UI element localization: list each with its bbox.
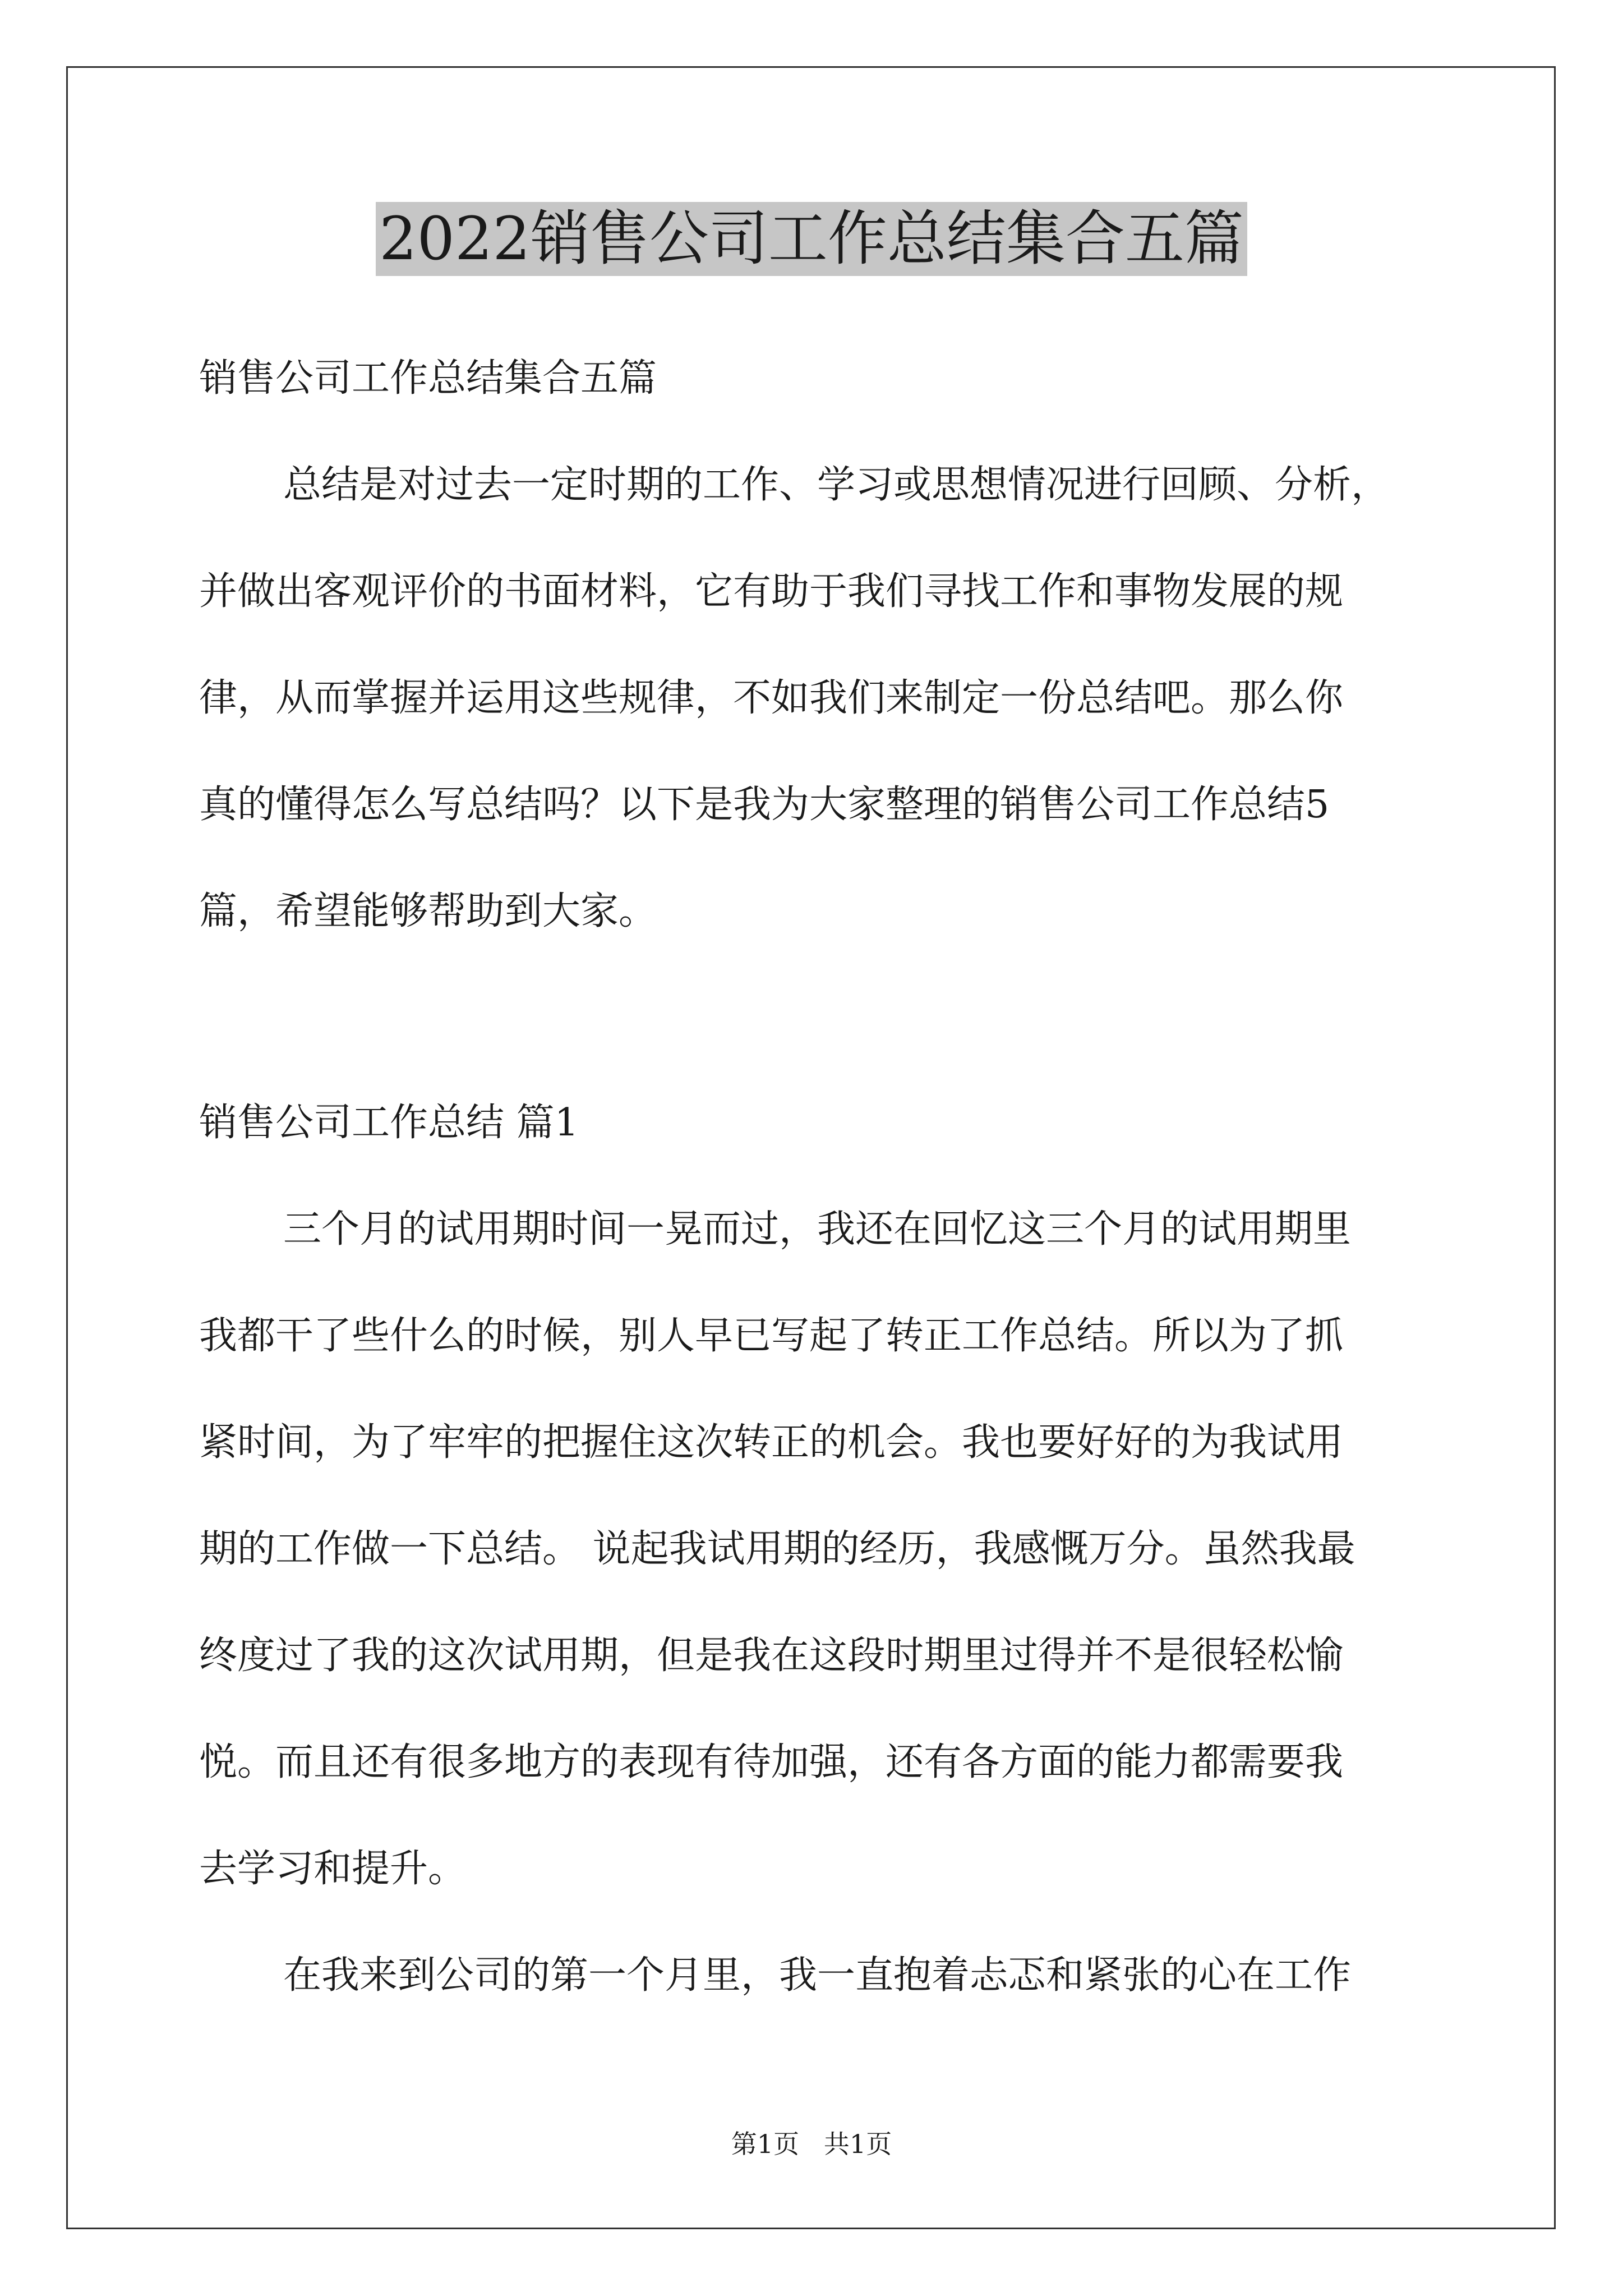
paragraph-line: 期的工作做一下总结。 说起我试用期的经历，我感慨万分。虽然我最 bbox=[199, 1527, 1355, 1571]
page-footer: 第1页 共1页 bbox=[731, 2129, 892, 2159]
paragraph-line: 紧时间，为了牢牢的把握住这次转正的机会。我也要好好的为我试用 bbox=[199, 1420, 1344, 1465]
paragraph-line: 终度过了我的这次试用期，但是我在这段时期里过得并不是很轻松愉 bbox=[199, 1634, 1344, 1678]
title-container bbox=[0, 202, 1623, 276]
document-title: 2022销售公司工作总结集合五篇 bbox=[376, 202, 1247, 276]
intro-line: 并做出客观评价的书面材料，它有助于我们寻找工作和事物发展的规 bbox=[199, 569, 1344, 614]
intro-line: 篇，希望能够帮助到大家。 bbox=[199, 889, 657, 933]
paragraph-line: 去学习和提升。 bbox=[199, 1847, 467, 1891]
intro-line: 真的懂得怎么写总结吗？以下是我为大家整理的销售公司工作总结5 bbox=[199, 783, 1330, 827]
paragraph-line: 在我来到公司的第一个月里，我一直抱着忐忑和紧张的心在工作 bbox=[283, 1953, 1352, 1998]
subtitle: 销售公司工作总结集合五篇 bbox=[199, 356, 657, 401]
paragraph-line: 悦。而且还有很多地方的表现有待加强，还有各方面的能力都需要我 bbox=[199, 1740, 1344, 1784]
paragraph-line: 我都干了些什么的时候，别人早已写起了转正工作总结。所以为了抓 bbox=[199, 1314, 1344, 1358]
paragraph-line: 三个月的试用期时间一晃而过，我还在回忆这三个月的试用期里 bbox=[283, 1207, 1352, 1251]
intro-line: 律，从而掌握并运用这些规律，不如我们来制定一份总结吧。那么你 bbox=[199, 676, 1344, 720]
section-heading: 销售公司工作总结 篇1 bbox=[199, 1101, 579, 1145]
intro-line: 总结是对过去一定时期的工作、学习或思想情况进行回顾、分析， bbox=[283, 463, 1390, 507]
